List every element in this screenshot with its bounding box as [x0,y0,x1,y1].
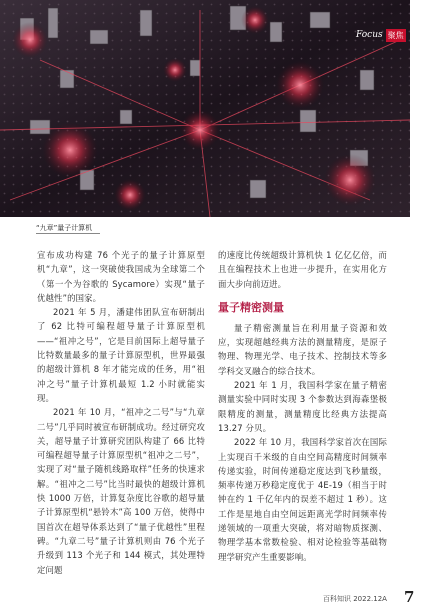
jiuzhang-photo [0,0,410,217]
left-column [37,248,205,577]
paragraph-continuation: 的速度比传统超级计算机快 1 亿亿亿倍，而且在编程技术上也进一步提升，在实用化方面大步向前迈进。 [218,250,387,289]
page-number: 7 [404,588,415,606]
section-tag-cn: 聚焦 [387,30,404,40]
section-tag-en: Focus [356,30,383,40]
caption-divider [36,233,100,234]
section-title: 量子精密测量 [218,300,284,314]
paragraph: 2021 年 10 月，“祖冲之二号”与“九章二号”几乎同时被宣布研制成功。经过研究攻关，超导量子计算研究团队构建了 66 比特可编程超导量子计算原型机“祖冲之二号”，实现了对“量子随机线路取样”任务的快速求解。“祖冲之二号”比当时最快的超级计算机快 1000 万倍，计算复杂度比谷歌的超导量子计算原型机“悬铃木”高 100 万倍，使得中国首次在超导体系达到了“量子优越性”里程碑。“九章二号”量子计算机则由 76 个光子升级到 113 个光子和 144 模式，其处理特定问题 [37,407,205,575]
paragraph: 2021 年 1 月，我国科学家在量子精密测量实验中同时实现 3 个参数达到海森堡极限精度的测量，测量精度比经典方法提高 13.27 分贝。 [218,380,387,433]
paragraph: 量子精密测量旨在利用量子资源和效应，实现超越经典方法的测量精度，是原子物理、物理光学、电子技术、控制技术等多学科交叉融合的综合技术。 [218,322,387,376]
right-column [218,248,387,564]
issue-label: 百科知识 2022.12A [323,595,387,603]
figure-caption: “九章”量子计算机 [36,224,93,232]
optical-table-illustration [0,0,410,217]
paragraph: 2021 年 5 月，潘建伟团队宣布研制出了 62 比特可编程超导量子计算原型机——“祖冲之号”，它是目前国际上超导量子比特数量最多的量子计算原型机，世界最强的超级计算机 8 年才能完成的任务，用“祖冲之号”量子计算机最短 1.2 小时就能实现。 [37,307,205,403]
paragraph: 宣布成功构建 76 个光子的量子计算原型机“九章”，这一突破使我国成为全球第二个（第一个为谷歌的 Sycamore）实现“量子优越性”的国家。 [37,250,205,303]
paragraph: 2022 年 10 月，我国科学家首次在国际上实现百千米级的自由空间高精度时间频率传递实验，时间传递稳定度达到飞秒量级，频率传递万秒稳定度优于 4E-19（相当于时钟在约 1 千亿年内的误差不超过 1 秒）。这工作是星地自由空间远距离光学时间频率传递领域的一项重大突破，将对暗物质探测、物理学基本常数检验、相对论检验等基础物理学研究产生重要影响。 [218,437,387,562]
section-tag [356,28,406,42]
